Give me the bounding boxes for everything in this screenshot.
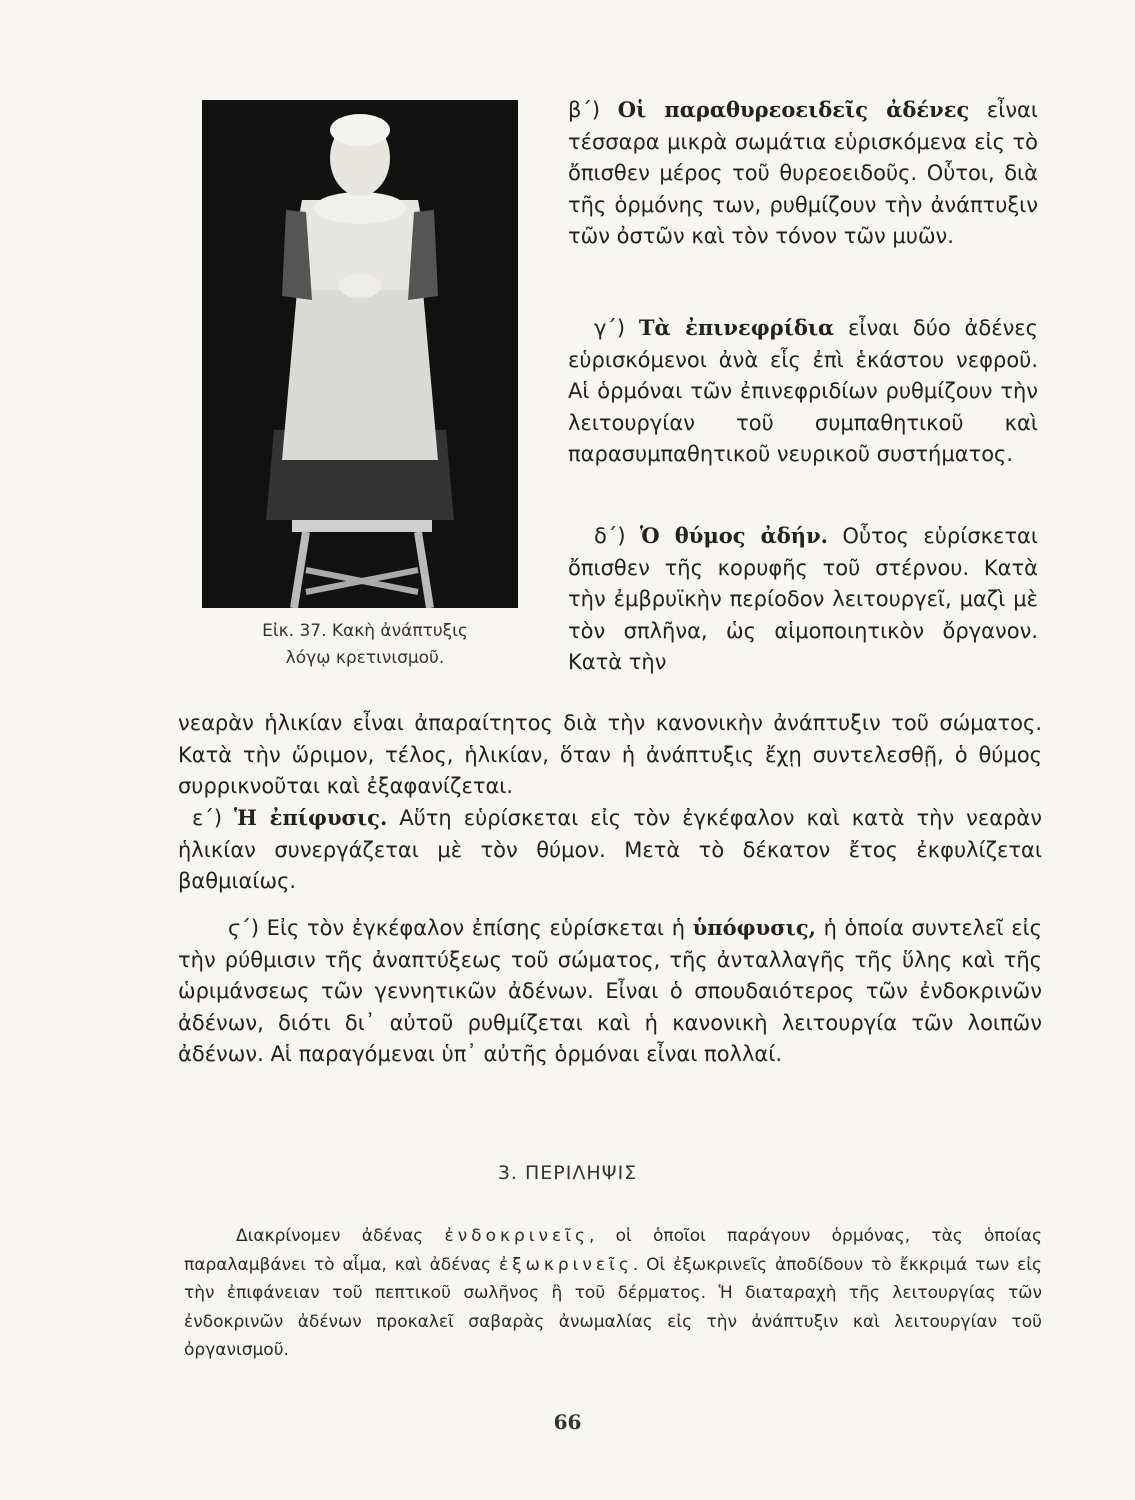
paragraph-pineal: [178, 802, 1042, 898]
item-heading: Τὰ ἐπινεφρίδια: [638, 315, 835, 340]
summary-text-1: Διακρίνομεν ἀδένας: [236, 1226, 445, 1246]
figure-photo: [202, 100, 518, 608]
item-text-before: Εἰς τὸν ἐγκέφαλον ἐπίσης εὑρίσκεται ἡ: [259, 916, 693, 940]
photo-illustration: [202, 100, 518, 608]
item-heading: Ὁ θύμος ἀδήν.: [640, 523, 828, 548]
summary-text-3: . Οἱ ἐξωκρινεῖς ἀποδίδουν τὸ ἔκκριμά των εἰς τὴν ἐπιφάνειαν τοῦ πεπτικοῦ σωλῆνος ἢ τοῦ δέρματος. Ἡ διαταραχὴ τῆς λειτουργίας τῶν ἐνδοκρινῶν ἀδένων προκαλεῖ σαβαρὰς ἀνωμαλίας εἰς τὴν ἀνάπτυξιν καὶ λειτουργίαν τοῦ ὀργανισμοῦ.: [184, 1254, 1042, 1360]
item-heading: Ἡ ἐπίφυσις.: [234, 805, 388, 830]
paragraph-pituitary: [178, 912, 1042, 1071]
page-number: 66: [553, 1410, 582, 1434]
paragraph-parathyroid: [568, 94, 1038, 253]
item-text: Οὗτος εὑρίσκεται ὄπισθεν τῆς κορυφῆς τοῦ στέρνου. Κατὰ τὴν ἐμβρυϊκὴν περίοδον λειτουργεῖ, μαζὶ μὲ τὸν σπλῆνα, ὡς αἱμοποιητικὸν ὄργανον. Κατὰ τὴν: [568, 524, 1038, 675]
item-label: ε΄): [192, 806, 223, 830]
section-title: 3. ΠΕΡΙΛΗΨΙΣ: [497, 1162, 638, 1184]
item-text: εἶναι δύο ἀδένες εὑρισκόμενοι ἀνὰ εἷς ἐπὶ ἑκάστου νεφροῦ. Αἱ ὁρμόναι τῶν ἐπινεφριδίων ρυθμίζουν τὴν λειτουργίαν τοῦ συμπαθητικοῦ καὶ παρασυμπαθητικοῦ νευρικοῦ συστήματος.: [568, 316, 1038, 467]
caption-line-2: λόγῳ κρετινισμοῦ.: [285, 648, 445, 668]
summary-text-2: , οἱ ὁποῖοι παράγουν ὁρμόνας, τὰς ὁποίας παραλαμβάνει τὸ αἷμα, καὶ ἀδένας: [184, 1226, 1042, 1275]
summary-paragraph: [184, 1222, 1042, 1365]
paragraph-thymus-continued: νεαρὰν ἡλικίαν εἶναι ἀπαραίτητος διὰ τὴν κανονικὴν ἀνάπτυξιν τοῦ σώματος. Κατὰ τὴν ὥριμον, τέλος, ἡλικίαν, ὅταν ἡ ἀνάπτυξις ἔχῃ συντελεσθῇ, ὁ θύμος συρρικνοῦται καὶ ἐξαφανίζεται.: [178, 711, 1042, 799]
summary-term-exocrine: ἐξωκρινεῖς: [498, 1254, 633, 1275]
summary-term-endocrine: ἐνδοκρινεῖς: [444, 1226, 589, 1246]
caption-line-1: Εἰκ. 37. Κακὴ ἀνάπτυξις: [262, 621, 468, 641]
item-label: δ΄): [594, 524, 626, 548]
paragraph-adrenals: [568, 312, 1038, 471]
item-text-after: ἡ ὁποία συντελεῖ εἰς τὴν ρύθμισιν τῆς ἀναπτύξεως τοῦ σώματος, τῆς ἀνταλλαγῆς τῆς ὕλης καὶ τῆς ὡριμάνσεως τῶν γεννητικῶν ἀδένων. Εἶναι ὁ σπουδαιότερος τῶν ἐνδοκρινῶν ἀδένων, διότι δι᾽ αὐτοῦ ρυθμίζεται καὶ ἡ κανονικὴ λειτουργία τῶν λοιπῶν ἀδένων. Αἱ παραγόμεναι ὑπ᾽ αὐτῆς ὁρμόναι εἶναι πολλαί.: [178, 916, 1043, 1067]
item-heading: Οἱ παραθυρεοειδεῖς ἀδένες: [617, 97, 970, 122]
item-label: ϛ΄): [228, 916, 260, 940]
paragraph-thymus: [568, 520, 1038, 679]
item-text: εἶναι τέσσαρα μικρὰ σωμάτια εὑρισκόμενα εἰς τὸ ὄπισθεν μέρος τοῦ θυρεοειδοῦς. Οὗτοι, διὰ τῆς ὁρμόνης των, ρυθμίζουν τὴν ἀνάπτυξιν τῶν ὀστῶν καὶ τὸν τόνον τῶν μυῶν.: [568, 98, 1038, 249]
item-label: γ΄): [594, 316, 626, 340]
item-label: β΄): [568, 98, 601, 122]
figure-caption: [230, 618, 500, 672]
item-heading: ὑπόφυσις,: [692, 915, 816, 940]
item-text: Αὕτη εὑρίσκεται εἰς τὸν ἐγκέφαλον καὶ κατὰ τὴν νεαρὰν ἡλικίαν συνεργάζεται μὲ τὸν θύμον. Μετὰ τὸ δέκατον ἔτος ἐκφυλίζεται βαθμιαίως.: [178, 806, 1042, 894]
